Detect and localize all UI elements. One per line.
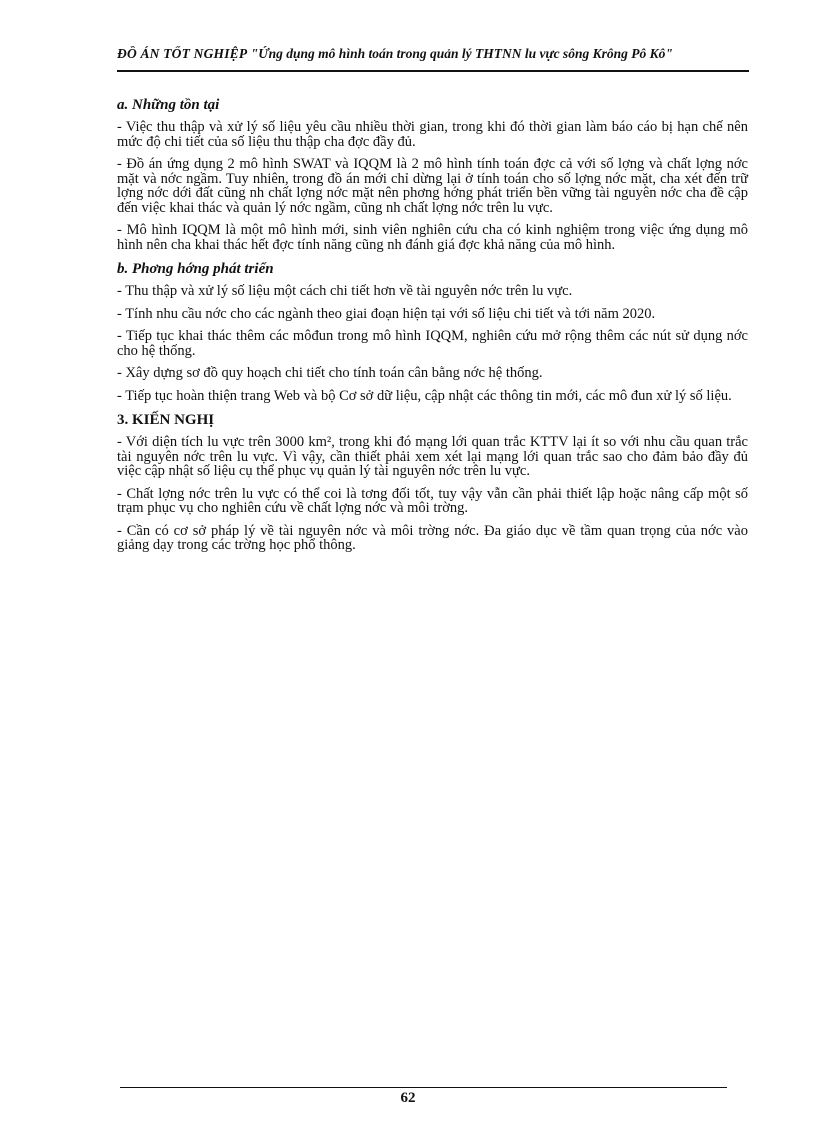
document-body bbox=[117, 96, 748, 561]
paragraph: - Tính nhu cầu nớc cho các ngành theo giai đoạn hiện tại với số liệu chi tiết và tới năm 2020. bbox=[117, 305, 656, 322]
running-header bbox=[117, 46, 749, 72]
paragraph: - Cần có cơ sở pháp lý về tài nguyên nớc và môi trờng nớc. Đa giáo dục về tầm quan trọng của nớc vào giảng dạy trong các trờng học phổ thông. bbox=[117, 522, 748, 553]
section-heading: b. Phơng hớng phát triển bbox=[117, 261, 274, 277]
paragraph: - Chất lợng nớc trên lu vực có thể coi là tơng đối tốt, tuy vậy vẫn cần phải thiết lập hoặc nâng cấp một số trạm phục vụ cho nghiên cứu về chất lợng nớc và môi trờng. bbox=[117, 485, 748, 516]
section-development-direction bbox=[117, 260, 748, 403]
paragraph: - Việc thu thập và xử lý số liệu yêu cầu nhiều thời gian, trong khi đó thời gian làm báo cáo bị hạn chế nên mức độ chi tiết của số liệu thu thập cha đợc đầy đủ. bbox=[117, 119, 748, 150]
paragraph: - Với diện tích lu vực trên 3000 km², trong khi đó mạng lới quan trắc KTTV lại ít so với nhu cầu quan trắc tài nguyên nớc trên lu vực. Vì vậy, cần thiết phải xem xét lại mạng lới quan trắc sao cho đảm bảo đầy đủ việc cập nhật số liệu cụ thể phục vụ quản lý tài nguyên nớc trên lu vực. bbox=[117, 434, 748, 479]
section-heading: a. Những tồn tại bbox=[117, 97, 220, 113]
paragraph: - Xây dựng sơ đồ quy hoạch chi tiết cho tính toán cân bằng nớc hệ thống. bbox=[117, 365, 543, 381]
section-existing-issues bbox=[117, 96, 748, 252]
section-heading: 3. KIẾN NGHỊ bbox=[117, 412, 215, 428]
paragraph: - Tiếp tục hoàn thiện trang Web và bộ Cơ sở dữ liệu, cập nhật các thông tin mới, các mô đun xử lý số liệu. bbox=[117, 387, 732, 404]
section-recommendations bbox=[117, 411, 748, 553]
paragraph: - Đồ án ứng dụng 2 mô hình SWAT và IQQM là 2 mô hình tính toán đợc cả với số lợng và chất lợng nớc mặt và nớc ngầm. Tuy nhiên, trong đồ án mới chỉ dừng lại ở tính toán cho số lợng nớc mặt, cha xét đến trữ lợng nớc dới đất cũng nh chất lợng nớc mặt nên phơng hớng phát triển bền vững tài nguyên nớc cha đề cập đến việc khai thác và quản lý nớc ngầm, cũng nh chất lợng nớc trên lu vực. bbox=[117, 156, 748, 216]
footer-divider bbox=[120, 1087, 727, 1088]
paragraph: - Mô hình IQQM là một mô hình mới, sinh viên nghiên cứu cha có kinh nghiệm trong việc ứng dụng mô hình nên cha khai thác hết đợc tính năng cũng nh đánh giá đợc khả năng của mô hình. bbox=[117, 222, 748, 253]
header-title: "Ứng dụng mô hình toán trong quản lý THTNN lu vực sông Krông Pô Kô" bbox=[250, 46, 673, 61]
header-lead: ĐỒ ÁN TỐT NGHIỆP bbox=[117, 46, 248, 61]
paragraph: - Tiếp tục khai thác thêm các môđun trong mô hình IQQM, nghiên cứu mở rộng thêm các nút sử dụng nớc cho hệ thống. bbox=[117, 328, 748, 359]
page-number: 62 bbox=[400, 1090, 416, 1106]
paragraph: - Thu thập và xử lý số liệu một cách chi tiết hơn về tài nguyên nớc trên lu vực. bbox=[117, 283, 573, 299]
